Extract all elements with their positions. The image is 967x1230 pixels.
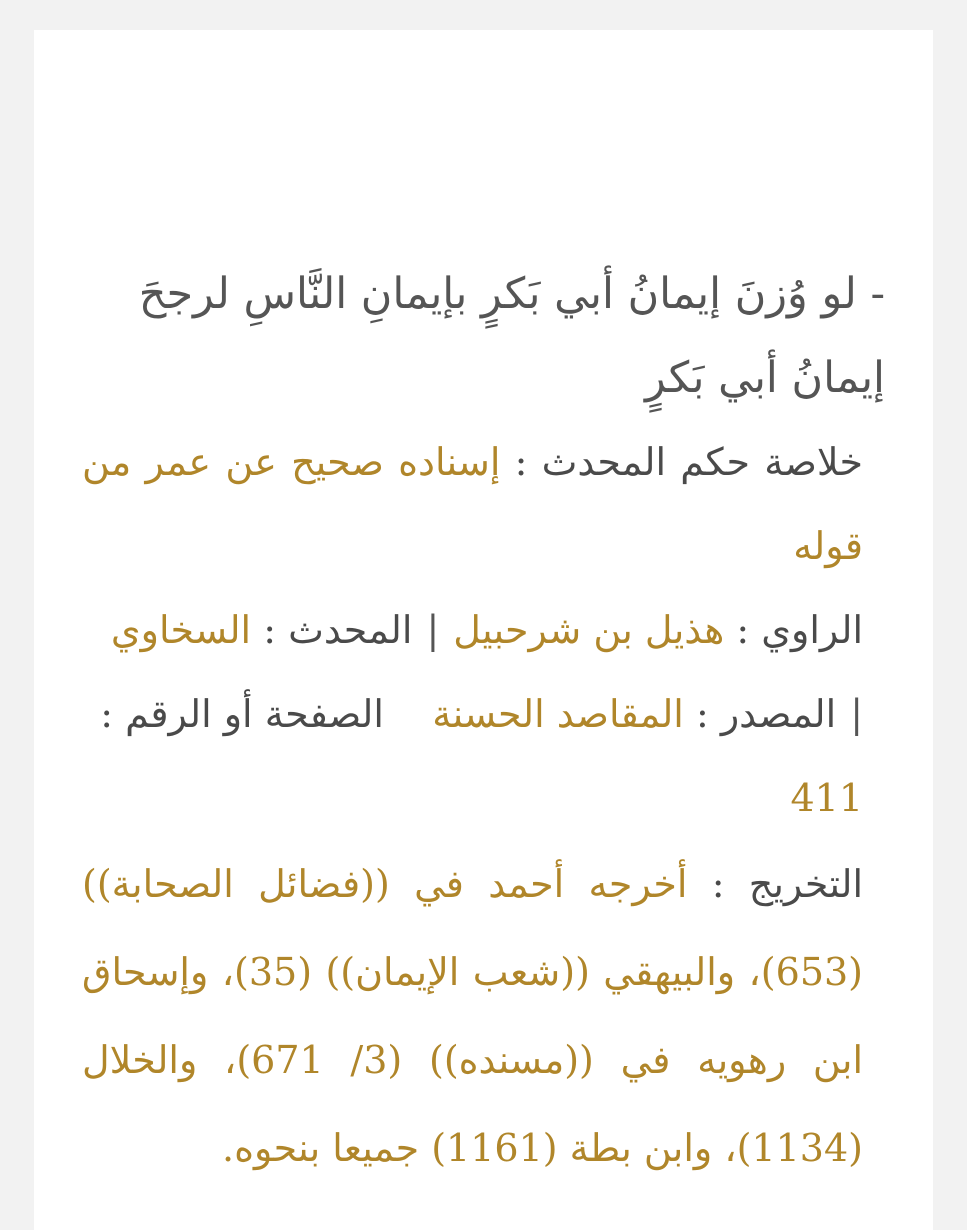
takhrij-line xyxy=(82,840,885,1192)
verdict-line xyxy=(82,420,885,588)
page-number-value: 411 xyxy=(790,776,863,820)
source-line xyxy=(82,672,885,840)
separator: | xyxy=(426,608,440,652)
scholar-label: المحدث : xyxy=(251,608,413,652)
hadith-card xyxy=(34,30,933,1230)
narrator-line xyxy=(82,588,885,672)
separator: | xyxy=(850,692,863,736)
source-label: المصدر : xyxy=(683,692,837,736)
takhrij-label: التخريج : xyxy=(687,862,863,906)
narrator-value[interactable]: هذيل بن شرحبيل xyxy=(453,608,725,652)
takhrij-value: أخرجه أحمد في ((فضائل الصحابة)) (653)، والبيهقي ((شعب الإيمان)) (35)، وإسحاق ابن رهويه في ((مسنده)) (3/ 671)، والخلال (1134)، وابن بطة (1161) جميعا بنحوه. xyxy=(82,862,863,1170)
narrator-label: الراوي : xyxy=(724,608,863,652)
verdict-value: إسناده صحيح عن عمر من قوله xyxy=(82,440,863,568)
source-value[interactable]: المقاصد الحسنة xyxy=(432,692,684,736)
page-number-label: الصفحة أو الرقم : xyxy=(100,692,384,736)
hadith-content xyxy=(82,252,885,1192)
hadith-text: - لو وُزنَ إيمانُ أبي بَكرٍ بإيمانِ النَّاسِ لرجحَ إيمانُ أبي بَكرٍ xyxy=(138,269,885,403)
verdict-label: خلاصة حكم المحدث : xyxy=(500,440,864,484)
scholar-value[interactable]: السخاوي xyxy=(110,608,252,652)
